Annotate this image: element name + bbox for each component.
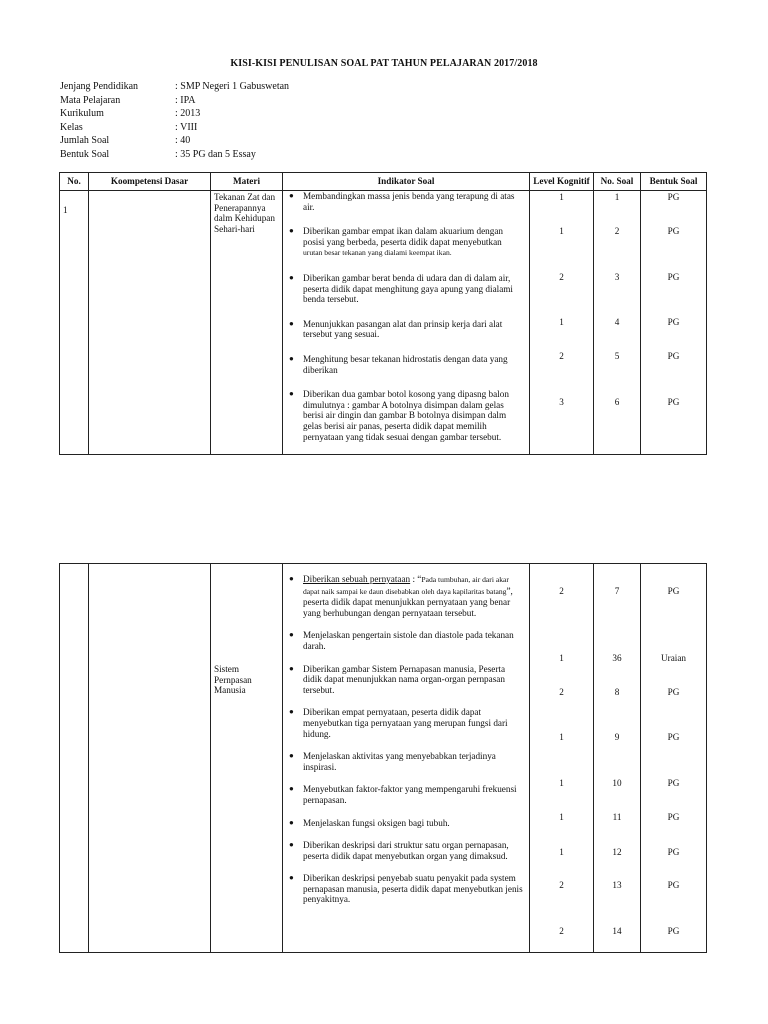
bullet-icon: ● [289,574,294,583]
indikator-text: Diberikan dua gambar botol kosong yang dipasng balon dimulutnya : gambar A botolnya disimpan dalam gelas berisi air dingin dan gambar B botolnya disimpan dalm gelas berisi air panas, peserta didik dapat memilih pernyataan yang tidak sesuai dengan gambar tersebut. [303,389,509,442]
kd-cell [89,564,211,953]
materi-cell [211,564,283,953]
indikator-text: Menjelaskan aktivitas yang menyebabkan terjadinya inspirasi. [303,751,496,772]
level-value: 3 [559,397,564,407]
nosoal-value: 10 [612,778,622,788]
indikator-text: Menyebutkan faktor-faktor yang mempengaruhi frekuensi pernapasan. [303,784,517,805]
list-item [286,630,526,651]
materi-cell [211,191,283,455]
bentuk-cell [641,564,707,953]
bullet-icon: ● [289,784,294,794]
bullet-icon: ● [289,751,294,761]
header-kd: Koompetensi Dasar [89,173,211,191]
materi-text: Tekanan Zat dan Penerapannya dalm Kehidupan Sehari-hari [214,192,276,234]
nosoal-value: 36 [612,653,622,663]
materi-text: Sistem Pernpasan Manusia [214,664,252,696]
nosoal-value: 12 [612,847,622,857]
level-value: 2 [559,586,564,596]
level-value: 1 [559,317,564,327]
nosoal-value: 3 [614,272,620,282]
indikator-text: Menjelaskan fungsi oksigen bagi tubuh. [303,817,450,828]
level-value: 2 [559,351,564,361]
indikator-text: Menjelaskan pengertain sistole dan diastole pada tekanan darah. [303,630,514,651]
info-value: : 2013 [175,108,201,120]
nosoal-cell [594,564,641,953]
indikator-text: Membandingkan massa jenis benda yang terapung di atas air. [303,191,515,212]
bentuk-value: PG [667,778,680,788]
list-item [286,751,526,772]
list-item [286,664,526,696]
bentuk-value: PG [667,226,680,236]
nosoal-value: 11 [612,812,622,822]
level-cell [530,564,594,953]
list-item [286,873,526,905]
bullet-icon: ● [289,817,294,827]
level-value: 2 [559,880,564,890]
document-info [60,80,289,162]
bentuk-value: PG [667,847,680,857]
bentuk-value: PG [667,272,680,282]
indikator-text: Diberikan deskripsi penyebab suatu penyakit pada system pernapasan manusia, peserta didik dapat menyebutkan jenis penyakitnya. [303,873,523,905]
indikator-list [286,574,526,905]
row-number [60,191,89,455]
header-indikator: Indikator Soal [283,173,530,191]
indikator-text-small: urutan besar tekanan yang dialami keempat ikan. [303,248,452,258]
bentuk-value: PG [667,397,680,407]
info-value: : VIII [175,121,198,133]
list-item [286,574,526,618]
nosoal-value: 4 [614,317,620,327]
level-value: 1 [559,732,564,742]
indikator-text: ”, peserta didik dapat menunjukkan pernyataan yang benar yang berhubungan dengan pernyataan tersebut. [303,585,513,618]
level-value: 1 [559,192,564,202]
level-value: 1 [559,226,564,236]
bullet-icon: ● [289,873,294,883]
table-row [60,564,707,953]
info-value: : IPA [175,94,196,106]
kd-cell [89,191,211,455]
bullet-icon: ● [289,226,294,236]
list-item [286,389,526,442]
bullet-icon: ● [289,191,294,200]
document-title: KISI-KISI PENULISAN SOAL PAT TAHUN PELAJARAN 2017/2018 [230,58,538,69]
bullet-icon: ● [289,840,294,850]
info-label: Jumlah Soal [60,135,110,147]
list-item [286,319,526,340]
list-item [286,226,526,259]
bullet-icon: ● [289,663,294,673]
bullet-icon: ● [289,389,294,399]
bentuk-value: PG [667,732,680,742]
list-item [286,840,526,861]
header-materi: Materi [211,173,283,191]
nosoal-value: 13 [612,880,622,890]
indikator-quote: Pada tumbuhan, air dari akar dapat naik sampai ke daun disebabkan oleh daya kapilaritas batang [303,575,509,596]
bullet-icon: ● [289,272,294,282]
table-header-row [60,173,707,191]
list-item [286,354,526,375]
level-value: 1 [559,847,564,857]
nosoal-cell [594,191,641,455]
header-level: Level Kognitif [530,173,594,191]
nosoal-value: 9 [614,732,620,742]
list-item [286,191,526,212]
info-row [60,80,289,94]
nosoal-value: 14 [612,926,622,936]
info-value: : 40 [175,135,191,147]
level-cell [530,191,594,455]
level-value: 1 [559,812,564,822]
info-row [60,94,289,108]
indikator-text: Diberikan deskripsi dari struktur satu organ pernapasan, peserta didik dapat menyebutkan organ yang dimaksud. [303,840,509,861]
info-label: Jenjang Pendidikan [60,81,139,92]
bentuk-value: PG [667,880,680,890]
header-bentuk: Bentuk Soal [641,173,707,191]
row-number [60,564,89,953]
list-item [286,273,526,305]
indikator-cell [283,564,530,953]
info-value: : SMP Negeri 1 Gabuswetan [175,81,290,92]
nosoal-value: 7 [614,586,620,596]
bullet-icon: ● [289,630,294,640]
list-item [286,818,526,829]
bentuk-value: PG [667,317,680,327]
info-row [60,107,289,121]
nosoal-value: 1 [614,192,620,202]
bentuk-value: PG [667,687,680,697]
indikator-text: : “ [410,574,422,584]
bentuk-cell [641,191,707,455]
level-value: 1 [559,653,564,663]
bentuk-value: Uraian [661,653,686,663]
indikator-text: Diberikan gambar berat benda di udara dan di dalam air, peserta didik dapat menghitung gaya apung yang dialami benda tersebut. [303,272,513,305]
row-number-text: 1 [63,205,68,215]
indikator-cell [283,191,530,455]
bullet-icon: ● [289,318,294,328]
indikator-text: Diberikan gambar Sistem Pernapasan manusia, Peserta didik dapat menunjukkan nama organ-organ pernpasan tersebut. [303,663,506,695]
header-nosoal: No. Soal [594,173,641,191]
bentuk-value: PG [667,586,680,596]
indikator-underlined: Diberikan sebuah pernyataan [303,574,411,584]
list-item [286,784,526,805]
info-label: Kurikulum [60,108,104,120]
indikator-text: Menghitung besar tekanan hidrostatis dengan data yang diberikan [303,353,508,375]
grid-table-2 [59,563,707,953]
bentuk-value: PG [667,926,680,936]
info-value: : 35 PG dan 5 Essay [175,148,256,160]
nosoal-value: 8 [614,687,620,697]
indikator-text: Diberikan empat pernyataan, peserta didik dapat menyebutkan tiga pernyataan yang merupan fungsi dari hidung. [303,707,508,739]
level-value: 2 [559,926,564,936]
list-item [286,707,526,739]
table-row [60,191,707,455]
bentuk-value: PG [667,351,680,361]
info-row [60,121,289,135]
level-value: 2 [559,272,564,282]
nosoal-value: 6 [614,397,620,407]
bullet-icon: ● [289,353,294,363]
indikator-text: Diberikan gambar empat ikan dalam akuarium dengan posisi yang berbeda, peserta didik dapat menyebutkan [303,226,504,247]
indikator-list [286,191,526,442]
info-label: Kelas [60,121,83,133]
info-row [60,134,289,148]
info-row [60,148,289,162]
level-value: 1 [559,778,564,788]
bentuk-value: PG [667,812,680,822]
grid-table-1 [59,172,707,455]
header-no: No. [60,173,89,191]
info-label: Bentuk Soal [60,148,110,160]
level-value: 2 [559,687,564,697]
info-label: Mata Pelajaran [60,94,121,106]
nosoal-value: 5 [614,351,620,361]
nosoal-value: 2 [614,226,620,236]
indikator-text: Menunjukkan pasangan alat dan prinsip kerja dari alat tersebut yang sesuai. [303,318,503,340]
bentuk-value: PG [667,192,680,202]
bullet-icon: ● [289,707,294,717]
